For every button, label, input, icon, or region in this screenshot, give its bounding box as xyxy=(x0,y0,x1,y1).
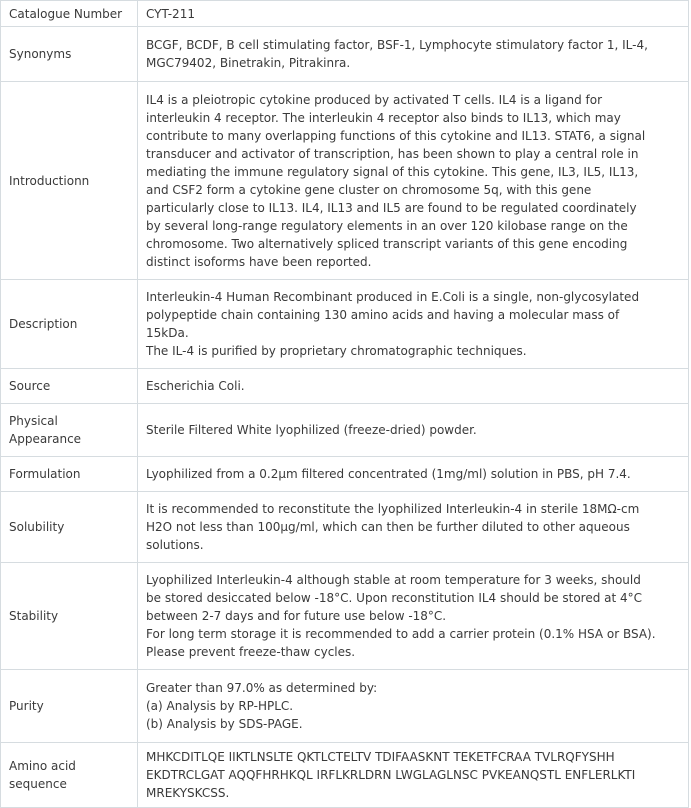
label-stability: Stability xyxy=(1,563,138,670)
text-line: and CSF2 form a cytokine gene cluster on chromosome 5q, with this gene xyxy=(146,182,592,197)
label-formulation: Formulation xyxy=(1,457,138,492)
text-line: CYT-211 xyxy=(146,6,195,21)
row-amino-acid-sequence xyxy=(1,743,689,808)
text-line: by several long-range regulatory elements in an over 120 kilobase range on the xyxy=(146,218,628,233)
label-solubility: Solubility xyxy=(1,492,138,563)
value-introduction xyxy=(138,82,689,280)
text-line: EKDTRCLGAT AQQFHRHKQL IRFLKRLDRN LWGLAGLNSC PVKEANQSTL ENFLERLKTI xyxy=(146,768,636,782)
text-line: Sterile Filtered White lyophilized (freeze-dried) powder. xyxy=(146,423,477,437)
row-catalogue-number xyxy=(1,1,689,27)
row-introduction xyxy=(1,82,689,280)
value-purity xyxy=(138,670,689,743)
label-introduction: Introductionn xyxy=(1,82,138,280)
text-line: Greater than 97.0% as determined by: xyxy=(146,681,378,695)
text-line: Please prevent freeze-thaw cycles. xyxy=(146,645,356,659)
text-line: transducer and activator of transcription, has been shown to play a central role in xyxy=(146,146,639,161)
row-purity xyxy=(1,670,689,743)
text-line: chromosome. Two alternatively spliced transcript variants of this gene encoding xyxy=(146,236,628,251)
text-line: H2O not less than 100µg/ml, which can then be further diluted to other aqueous xyxy=(146,520,630,534)
text-line: mediating the immune regulatory signal of this cytokine. This gene, IL3, IL5, IL13, xyxy=(146,164,639,179)
text-line: contribute to many overlapping functions of this cytokine and IL13. STAT6, a signal xyxy=(146,128,646,143)
label-amino-acid-sequence: Amino acid sequence xyxy=(1,743,138,808)
text-line: BCGF, BCDF, B cell stimulating factor, BSF-1, Lymphocyte stimulatory factor 1, IL-4, xyxy=(146,38,648,52)
row-synonyms xyxy=(1,27,689,82)
text-line: IL4 is a pleiotropic cytokine produced by activated T cells. IL4 is a ligand for xyxy=(146,92,603,107)
row-source xyxy=(1,369,689,404)
text-line: (b) Analysis by SDS-PAGE. xyxy=(146,717,303,731)
value-solubility xyxy=(138,492,689,563)
text-line: MGC79402, Binetrakin, Pitrakinra. xyxy=(146,56,351,70)
label-physical-appearance: Physical Appearance xyxy=(1,404,138,457)
label-synonyms: Synonyms xyxy=(1,27,138,82)
text-line: (a) Analysis by RP-HPLC. xyxy=(146,699,294,713)
value-description xyxy=(138,280,689,369)
text-line: The IL-4 is purified by proprietary chromatographic techniques. xyxy=(146,344,527,358)
text-line: Lyophilized from a 0.2µm filtered concentrated (1mg/ml) solution in PBS, pH 7.4. xyxy=(146,467,631,481)
label-catalogue-number: Catalogue Number xyxy=(1,1,138,27)
value-source xyxy=(138,369,689,404)
row-solubility xyxy=(1,492,689,563)
text-line: between 2-7 days and for future use below -18°C. xyxy=(146,609,447,623)
text-line: MREKYSKCSS. xyxy=(146,786,230,800)
row-description xyxy=(1,280,689,369)
text-line: solutions. xyxy=(146,538,204,552)
value-formulation xyxy=(138,457,689,492)
label-purity: Purity xyxy=(1,670,138,743)
text-line: It is recommended to reconstitute the lyophilized Interleukin-4 in sterile 18MΩ-cm xyxy=(146,502,640,516)
text-line: distinct isoforms have been reported. xyxy=(146,254,372,269)
row-formulation xyxy=(1,457,689,492)
row-stability xyxy=(1,563,689,670)
row-physical-appearance xyxy=(1,404,689,457)
text-line: 15kDa. xyxy=(146,326,189,340)
text-line: For long term storage it is recommended to add a carrier protein (0.1% HSA or BSA). xyxy=(146,627,656,641)
value-physical-appearance xyxy=(138,404,689,457)
text-line: particularly close to IL13. IL4, IL13 and IL5 are found to be regulated coordinately xyxy=(146,200,637,215)
text-line: Lyophilized Interleukin-4 although stable at room temperature for 3 weeks, should xyxy=(146,573,641,587)
label-source: Source xyxy=(1,369,138,404)
label-description: Description xyxy=(1,280,138,369)
text-line: Escherichia Coli. xyxy=(146,379,245,393)
value-amino-acid-sequence xyxy=(138,743,689,808)
text-line: Interleukin-4 Human Recombinant produced in E.Coli is a single, non-glycosylated xyxy=(146,290,640,304)
value-synonyms xyxy=(138,27,689,82)
text-line: interleukin 4 receptor. The interleukin 4 receptor also binds to IL13, which may xyxy=(146,110,621,125)
text-line: polypeptide chain containing 130 amino acids and having a molecular mass of xyxy=(146,308,620,322)
value-stability xyxy=(138,563,689,670)
text-line: be stored desiccated below -18°C. Upon reconstitution IL4 should be stored at 4°C xyxy=(146,591,643,605)
value-catalogue-number xyxy=(138,1,689,27)
text-line: MHKCDITLQE IIKTLNSLTE QKTLCTELTV TDIFAASKNT TEKETFCRAA TVLRQFYSHH xyxy=(146,750,615,764)
